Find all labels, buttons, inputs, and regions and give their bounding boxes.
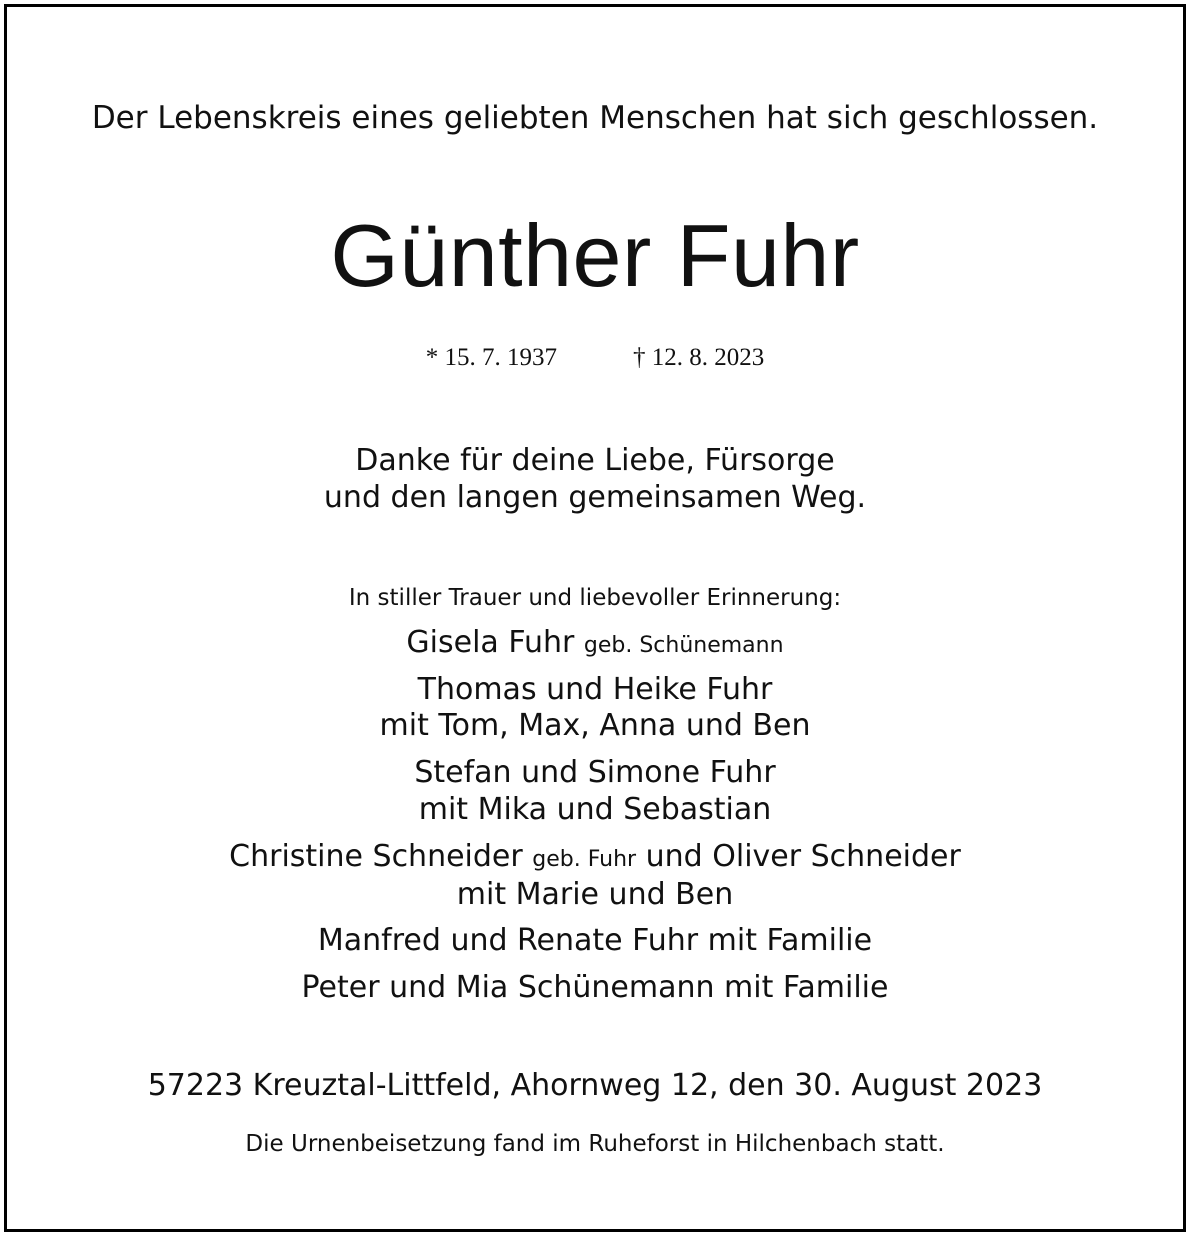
family-thomas: Thomas und Heike Fuhr [417,672,773,707]
thanks-line-1: Danke für deine Liebe, Fürsorge [355,443,835,478]
mourning-intro: In stiller Trauer und liebevoller Erinnerung: [348,585,842,611]
birth-date: * 15. 7. 1937 [425,344,557,371]
family-thomas-children: mit Tom, Max, Anna und Ben [379,708,811,743]
deceased-name: Günther Fuhr [330,206,860,305]
life-dates [0,345,1190,370]
death-date: † 12. 8. 2023 [633,344,765,371]
family-christine-children: mit Marie und Ben [456,877,734,912]
family-peter: Peter und Mia Schünemann mit Familie [301,970,889,1005]
address-line: 57223 Kreuztal-Littfeld, Ahornweg 12, den 30. August 2023 [147,1068,1043,1103]
notice-border [4,4,1186,1232]
christine-name: Christine Schneider [229,839,523,874]
intro-text: Der Lebenskreis eines geliebten Menschen hat sich geschlossen. [91,100,1099,136]
family-stefan: Stefan und Simone Fuhr [414,755,776,790]
family-christine [0,839,1190,874]
burial-note: Die Urnenbeisetzung fand im Ruheforst in Hilchenbach statt. [245,1131,945,1157]
family-gisela [0,625,1190,660]
gisela-name: Gisela Fuhr [406,625,575,660]
thanks-line-2: und den langen gemeinsamen Weg. [323,480,867,515]
family-manfred: Manfred und Renate Fuhr mit Familie [317,923,873,958]
christine-maiden-name: geb. Fuhr [532,847,637,872]
christine-partner: und Oliver Schneider [645,839,961,874]
gisela-maiden-name: geb. Schünemann [583,633,784,658]
family-stefan-children: mit Mika und Sebastian [418,792,772,827]
